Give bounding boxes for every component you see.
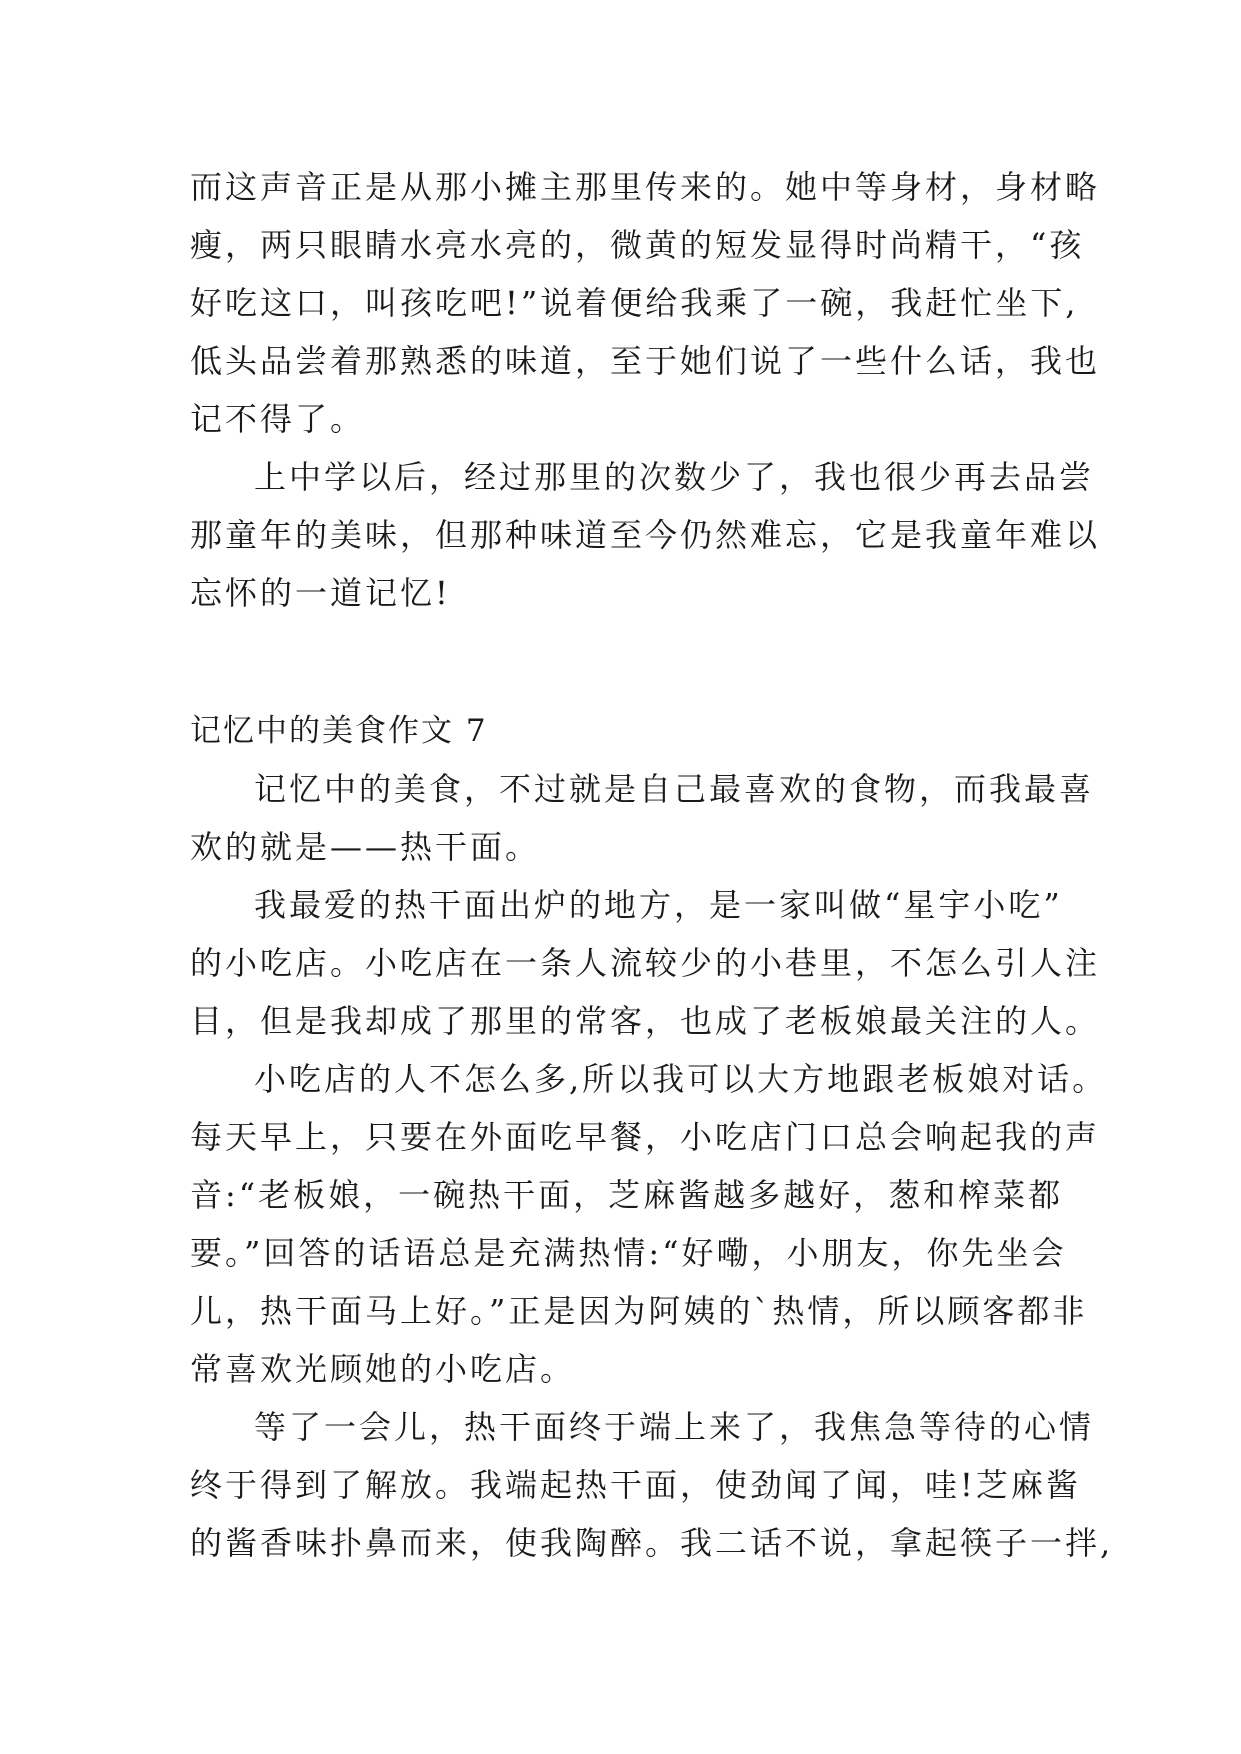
text-line: 记不得了。 <box>190 400 366 438</box>
section-spacer <box>190 622 1070 702</box>
paragraph-4 <box>190 876 1101 1050</box>
paragraph-3 <box>190 760 1095 876</box>
text-line: 每天早上，只要在外面吃早餐，小吃店门口总会响起我的声 <box>190 1118 1101 1156</box>
text-line: 的酱香味扑鼻而来，使我陶醉。我二话不说，拿起筷子一拌, <box>190 1524 1114 1562</box>
text-line: 上中学以后，经过那里的次数少了，我也很少再去品尝 <box>254 458 1095 496</box>
text-line: 常喜欢光顾她的小吃店。 <box>190 1350 576 1388</box>
text-line: 欢的就是——热干面。 <box>190 828 541 866</box>
text-line: 忘怀的一道记忆! <box>190 574 451 612</box>
text-line: 要。”回答的话语总是充满热情:“好嘞，小朋友，你先坐会 <box>190 1234 1067 1272</box>
text-line: 我最爱的热干面出炉的地方，是一家叫做“星宇小吃” <box>254 886 1063 924</box>
text-line: 儿，热干面马上好。”正是因为阿姨的`热情，所以顾客都非 <box>190 1292 1088 1330</box>
text-line: 瘦，两只眼睛水亮水亮的，微黄的短发显得时尚精干，“孩 <box>190 226 1085 264</box>
text-line: 音:“老板娘，一碗热干面，芝麻酱越多越好，葱和榨菜都 <box>190 1176 1064 1214</box>
paragraph-5 <box>190 1050 1108 1398</box>
text-line: 那童年的美味，但那种味道至今仍然难忘，它是我童年难以 <box>190 516 1101 554</box>
text-line: 而这声音正是从那小摊主那里传来的。她中等身材，身材略 <box>190 168 1101 206</box>
section-title: 记忆中的美食作文 7 <box>190 713 488 749</box>
text-line: 低头品尝着那熟悉的味道，至于她们说了一些什么话，我也 <box>190 342 1101 380</box>
text-line: 目，但是我却成了那里的常客，也成了老板娘最关注的人。 <box>190 1002 1101 1040</box>
text-line: 小吃店的人不怎么多,所以我可以大方地跟老板娘对话。 <box>254 1060 1108 1098</box>
text-line: 记忆中的美食，不过就是自己最喜欢的食物，而我最喜 <box>254 770 1095 808</box>
paragraph-2 <box>190 448 1101 622</box>
text-line: 等了一会儿，热干面终于端上来了，我焦急等待的心情 <box>254 1408 1095 1446</box>
text-line: 终于得到了解放。我端起热干面，使劲闻了闻，哇!芝麻酱 <box>190 1466 1081 1504</box>
paragraph-6 <box>190 1398 1114 1572</box>
paragraph-1 <box>190 158 1101 448</box>
text-line: 的小吃店。小吃店在一条人流较少的小巷里，不怎么引人注 <box>190 944 1101 982</box>
text-line: 好吃这口，叫孩吃吧!”说着便给我乘了一碗，我赶忙坐下, <box>190 284 1079 322</box>
document-body <box>190 158 1114 1572</box>
